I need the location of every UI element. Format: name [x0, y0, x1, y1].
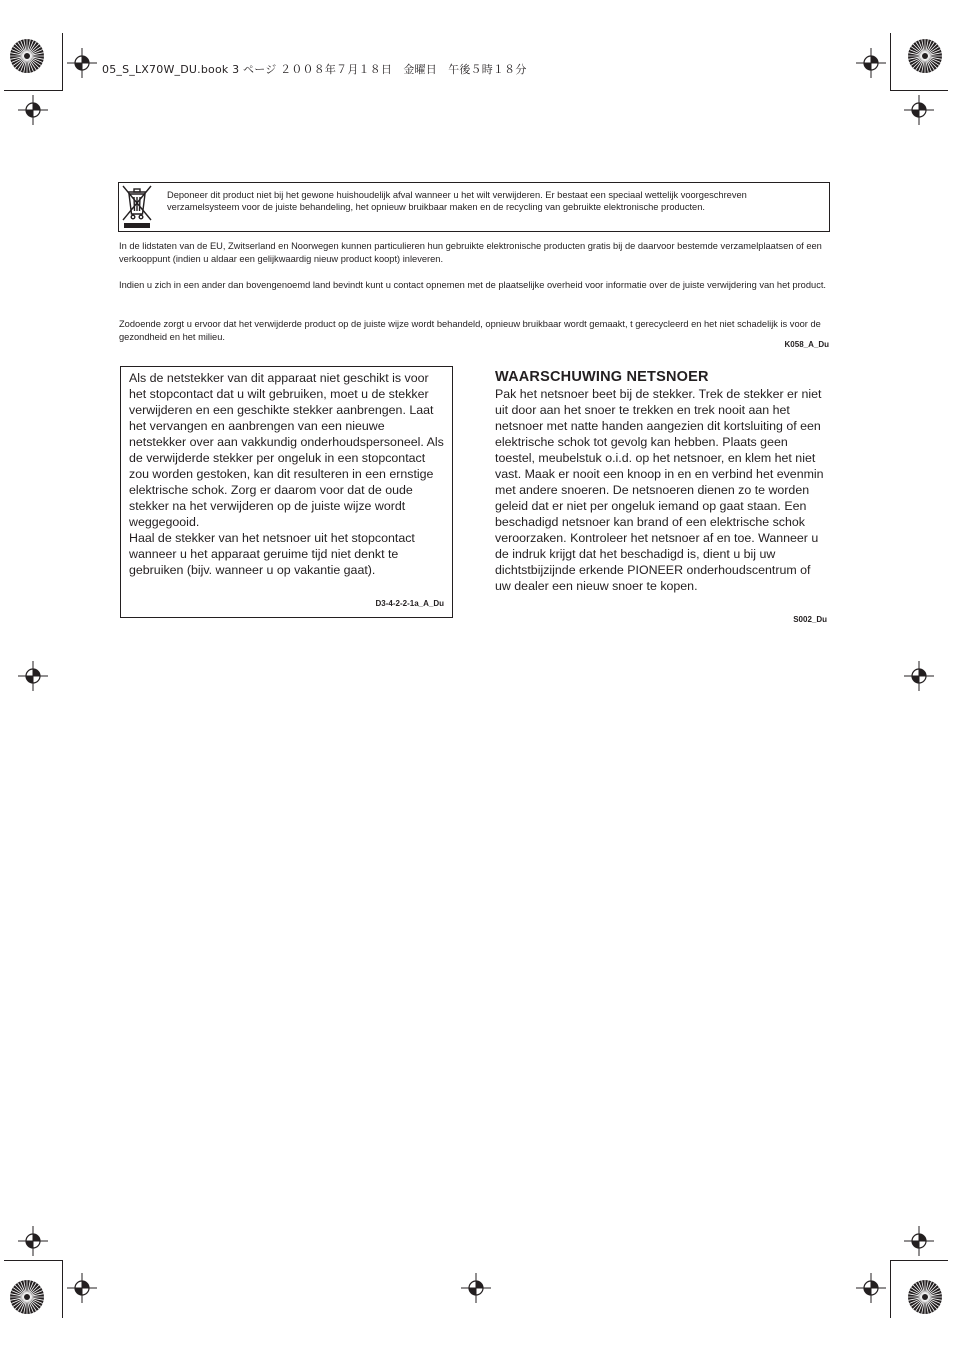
book-header: 05_S_LX70W_DU.book 3 ページ ２００８年７月１８日 金曜日 午後５時１８分: [102, 63, 527, 76]
registration-mark-icon: [856, 48, 886, 78]
weee-paragraph-environment: Zodoende zorgt u ervoor dat het verwijderde product op de juiste wijze wordt behandeld, opnieuw bruikbaar wordt gemaakt, t gerecycleerd en het niet schadelijk is voor de gezondheid en het milieu.: [119, 319, 821, 342]
registration-mark-icon: [67, 48, 97, 78]
crop-mark: [890, 1260, 891, 1318]
warning-title: WAARSCHUWING NETSNOER: [495, 369, 709, 385]
crop-mark: [62, 33, 63, 91]
crop-mark: [4, 90, 62, 91]
warning-body: Pak het netsnoer beet bij de stekker. Trek de stekker er niet uit door aan het snoer te trekken en trek nooit aan het netsnoer met natte handen aangezien dit kortsluiting of een elektrische schok tot gevolg kan hebben. Plaats geen toestel, meubelstuk o.i.d. op het netsnoer, en klem het niet vast. Maak er nooit een knoop in en en verbind het evenmin met andere snoeren. De netsnoeren dienen zo te worden geleid dat er niet per ongeluk iemand op gaat staan. Een beschadigd netsnoer kan brand of een elektrische schok veroorzaken. Kontroleer het netsnoer af en toe. Wanneer u de indruk krijgt dat het beschadigd is, dient u bij uw dichtstbijzijnde erkende PIONEER onderhoudscentrum of uw dealer een nieuw snoer te kopen.: [495, 387, 824, 593]
sunburst-mark-bottom-left-icon: [9, 1279, 45, 1315]
plug-box-code: D3-4-2-2-1a_A_Du: [375, 599, 444, 608]
plug-box-paragraph-2: Haal de stekker van het netsnoer uit het stopcontact wanneer u het apparaat geruime tijd niet denkt te gebruiken (bijv. wanneer u op vakantie gaat).: [129, 531, 415, 577]
sunburst-mark-top-left-icon: [9, 38, 45, 74]
crop-mark: [890, 33, 891, 91]
weee-code: K058_A_Du: [784, 340, 829, 349]
weee-paragraph-eu: In de lidstaten van de EU, Zwitserland en Noorwegen kunnen particulieren hun gebruikte elektronische producten gratis bij de daarvoor bestemde verzamelplaatsen of een verkooppunt (indien u aldaar een gelijkwaardig nieuw product koopt) inleveren.: [119, 241, 822, 264]
crop-mark: [890, 90, 948, 91]
weee-notice-box: [118, 182, 830, 232]
weee-box-text: Deponeer dit product niet bij het gewone huishoudelijk afval wanneer u het wilt verwijderen. Er bestaat een speciaal wettelijk voorgeschreven verzamelsysteem voor de juiste behandeling, het opnieuw bruikbaar maken en de recycling van gebruikte elektronische producten.: [167, 190, 747, 212]
registration-mark-icon: [18, 1226, 48, 1256]
registration-mark-icon: [18, 661, 48, 691]
plug-box-paragraph-1: Als de netstekker van dit apparaat niet geschikt is voor het stopcontact dat u wilt gebruiken, moet u de stekker verwijderen en een geschikte stekker aanbrengen. Laat het vervangen en aanbrengen van een nieuwe netstekker over aan vakkundig onderhoudspersoneel. Als de verwijderde stekker per ongeluk in een stopcontact zou worden gestoken, kan dit resulteren in een ernstige elektrische schok. Zorg er daarom voor dat de oude stekker na het verwijderen op de juiste wijze wordt weggegooid.: [129, 371, 444, 529]
sunburst-mark-top-right-icon: [907, 38, 943, 74]
crop-mark: [4, 1260, 62, 1261]
registration-mark-icon: [904, 661, 934, 691]
registration-mark-icon: [904, 1226, 934, 1256]
plug-replacement-box: [120, 366, 453, 618]
weee-paragraph-other-country: Indien u zich in een ander dan bovengenoemd land bevindt kunt u contact opnemen met de plaatselijke overheid voor informatie over de juiste verwijdering van het product.: [119, 280, 827, 290]
crop-mark: [62, 1260, 63, 1318]
crossed-out-wheeled-bin-icon: [119, 183, 155, 231]
power-cord-warning: [495, 368, 829, 594]
sunburst-mark-bottom-right-icon: [907, 1279, 943, 1315]
crop-mark: [890, 1260, 948, 1261]
registration-mark-icon: [904, 95, 934, 125]
registration-mark-icon: [67, 1273, 97, 1303]
registration-mark-icon: [856, 1273, 886, 1303]
plug-box-body: [129, 370, 445, 578]
warning-code: S002_Du: [793, 615, 827, 624]
registration-mark-icon: [18, 95, 48, 125]
registration-mark-icon: [461, 1273, 491, 1303]
